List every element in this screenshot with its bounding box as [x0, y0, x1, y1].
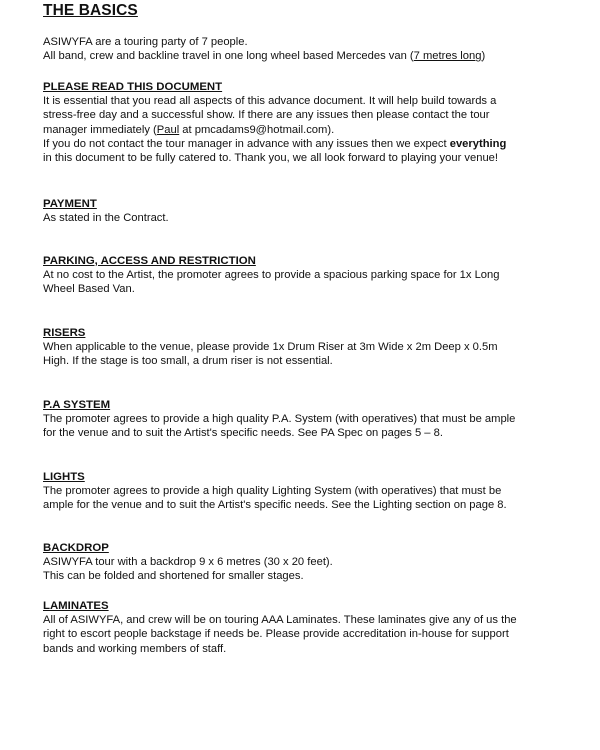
pa-system-heading: P.A SYSTEM	[43, 399, 111, 411]
risers-line-1: When applicable to the venue, please provide 1x Drum Riser at 3m Wide x 2m Deep x 0.5m	[43, 341, 498, 354]
please-read-line-3-prefix: manager immediately (	[43, 123, 157, 136]
payment-heading: PAYMENT	[43, 198, 97, 210]
lights-heading: LIGHTS	[43, 471, 85, 483]
parking-line-2: Wheel Based Van.	[43, 283, 135, 296]
parking-section	[43, 254, 563, 297]
payment-section	[43, 197, 563, 225]
page-title: THE BASICS	[43, 2, 138, 19]
intro-line-2-prefix: All band, crew and backline travel in one long wheel based Mercedes van (	[43, 50, 414, 63]
lights-line-2: ample for the venue and to suit the Artist's specific needs. See the Lighting section on page 8.	[43, 499, 507, 512]
please-read-heading: PLEASE READ THIS DOCUMENT	[43, 81, 223, 93]
laminates-line-1: All of ASIWYFA, and crew will be on touring AAA Laminates. These laminates give any of us the	[43, 614, 517, 627]
laminates-line-3: bands and working members of staff.	[43, 642, 227, 655]
backdrop-line-1: ASIWYFA tour with a backdrop 9 x 6 metres (30 x 20 feet).	[43, 556, 333, 569]
risers-line-2: High. If the stage is too small, a drum riser is not essential.	[43, 355, 333, 368]
everything-emphasis: everything	[449, 137, 507, 150]
laminates-section	[43, 599, 563, 656]
intro-line-2	[43, 49, 563, 63]
lights-section	[43, 470, 563, 513]
pa-system-line-1: The promoter agrees to provide a high quality P.A. System (with operatives) that must be ample	[43, 413, 516, 426]
tour-manager-name: Paul	[156, 123, 180, 136]
lights-line-1: The promoter agrees to provide a high quality Lighting System (with operatives) that must be	[43, 485, 502, 498]
parking-line-1: At no cost to the Artist, the promoter agrees to provide a spacious parking space for 1x Long	[43, 269, 500, 282]
payment-line-1: As stated in the Contract.	[43, 212, 169, 225]
backdrop-heading: BACKDROP	[43, 542, 109, 554]
intro-line-2-suffix: )	[481, 50, 486, 63]
van-length-link: 7 metres long	[413, 50, 482, 63]
laminates-heading: LAMINATES	[43, 600, 109, 612]
please-read-line-2: stress-free day and a successful show. If there are any issues then please contact the tour	[43, 109, 490, 122]
laminates-line-2: right to escort people backstage if needs be. Please provide accreditation in-house for support	[43, 628, 509, 641]
please-read-line-5: in this document to be fully catered to. Thank you, we all look forward to playing your venue!	[43, 152, 499, 165]
pa-system-line-2: for the venue and to suit the Artist's specific needs. See PA Spec on pages 5 – 8.	[43, 427, 443, 440]
pa-system-section	[43, 398, 563, 441]
please-read-section	[43, 80, 563, 165]
please-read-line-3	[43, 123, 563, 137]
tour-manager-email: at pmcadams9@hotmail.com).	[179, 123, 335, 136]
intro-line-1: ASIWYFA are a touring party of 7 people.	[43, 36, 248, 48]
intro-section	[43, 35, 563, 63]
backdrop-line-2: This can be folded and shortened for smaller stages.	[43, 570, 304, 583]
please-read-line-4	[43, 137, 563, 151]
parking-heading: PARKING, ACCESS AND RESTRICTION	[43, 255, 256, 267]
please-read-line-1: It is essential that you read all aspects of this advance document. It will help build towards a	[43, 95, 497, 108]
risers-section	[43, 326, 563, 369]
risers-heading: RISERS	[43, 327, 86, 339]
please-read-line-4-prefix: If you do not contact the tour manager in advance with any issues then we expect	[43, 137, 450, 150]
backdrop-section	[43, 541, 563, 584]
